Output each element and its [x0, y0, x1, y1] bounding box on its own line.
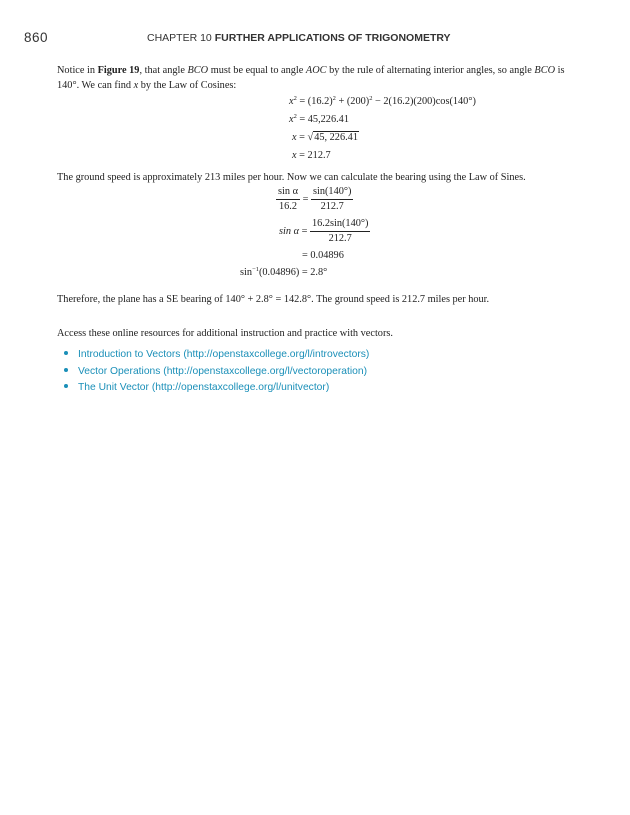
- paragraph-bearing-conclusion: Therefore, the plane has a SE bearing of 140° + 2.8° = 142.8°. The ground speed is 212.7 miles per hour.: [57, 294, 490, 305]
- numerator: 16.2sin(140°): [310, 218, 370, 232]
- bullet-icon: [64, 368, 68, 372]
- numerator: sin α: [276, 186, 300, 200]
- equation-cosines-line-1: [289, 95, 476, 109]
- exponent: 2: [332, 95, 336, 102]
- resource-links-list: [64, 347, 369, 397]
- denominator: 212.7: [320, 201, 344, 212]
- resource-link[interactable]: Vector Operations (http://openstaxcollege.org/l/vectoroperation): [78, 365, 368, 377]
- paragraph-online-resources: Access these online resources for additional instruction and practice with vectors.: [57, 328, 393, 339]
- variable-x: x: [292, 132, 297, 143]
- text-run: Notice in: [57, 65, 98, 76]
- text-run: must be equal to angle: [208, 65, 306, 76]
- page-number: 860: [24, 30, 49, 45]
- bullet-icon: [64, 384, 68, 388]
- paragraph-ground-speed: The ground speed is approximately 213 miles per hour. Now we can calculate the bearing using the Law of Sines.: [57, 172, 526, 183]
- radical-sign: √: [307, 132, 314, 143]
- equation-text: + (200): [335, 96, 370, 107]
- equation-text: = 212.7: [296, 150, 331, 161]
- variable-x: x: [133, 80, 139, 91]
- equation-text: (0.04896) = 2.8°: [258, 267, 328, 278]
- exponent: −1: [252, 266, 259, 273]
- equation-text: sin α: [279, 225, 299, 237]
- equation-cosines-line-3: [292, 131, 359, 145]
- equation-sines-line-3: = 0.04896: [302, 250, 344, 261]
- exponent: 2: [293, 95, 297, 102]
- chapter-title: FURTHER APPLICATIONS OF TRIGONOMETRY: [214, 32, 451, 44]
- equation-text: =: [296, 132, 308, 143]
- equation-sines-line-4: [240, 266, 327, 280]
- bullet-icon: [64, 351, 68, 355]
- text-run: is 140°. We can find: [57, 65, 565, 91]
- equation-cosines-line-4: [292, 149, 331, 163]
- text-run: , that angle: [139, 65, 188, 76]
- chapter-header: [147, 32, 451, 44]
- radicand: 45, 226.41: [314, 132, 358, 143]
- equation-cosines-line-2: [289, 113, 349, 127]
- exponent: 2: [293, 113, 297, 120]
- list-item: [64, 364, 369, 381]
- paragraph-law-of-cosines-intro: [57, 63, 577, 93]
- denominator: 212.7: [328, 233, 352, 244]
- variable-x: x: [289, 114, 294, 125]
- numerator: sin(140°): [311, 186, 353, 200]
- angle-name: BCO: [534, 65, 556, 76]
- list-item: [64, 347, 369, 364]
- equation-text: = 45,226.41: [296, 114, 349, 125]
- fraction: [276, 186, 300, 213]
- denominator: 16.2: [278, 201, 298, 212]
- equation-sines-line-1: [276, 186, 353, 213]
- text-run: by the Law of Cosines:: [138, 80, 237, 91]
- equals-sign: =: [302, 193, 309, 205]
- text-run: by the rule of alternating interior angles, so angle: [326, 65, 535, 76]
- equation-text: = (16.2): [296, 96, 333, 107]
- equation-sines-line-2: [279, 218, 370, 245]
- exponent: 2: [369, 95, 373, 102]
- angle-name: BCO: [187, 65, 209, 76]
- figure-reference: Figure 19: [97, 65, 140, 76]
- fraction: [311, 186, 353, 213]
- variable-x: x: [289, 96, 294, 107]
- equation-text: − 2(16.2)(200)cos(140°): [372, 96, 476, 107]
- equals-sign: =: [301, 225, 308, 237]
- chapter-label: CHAPTER 10: [147, 32, 212, 44]
- resource-link[interactable]: The Unit Vector (http://openstaxcollege.org/l/unitvector): [78, 382, 330, 393]
- angle-name: AOC: [305, 65, 327, 76]
- variable-x: x: [292, 150, 297, 161]
- fraction: [310, 218, 370, 245]
- resource-link[interactable]: Introduction to Vectors (http://openstaxcollege.org/l/introvectors): [78, 349, 370, 360]
- list-item: [64, 380, 369, 397]
- equation-text: sin: [240, 267, 253, 278]
